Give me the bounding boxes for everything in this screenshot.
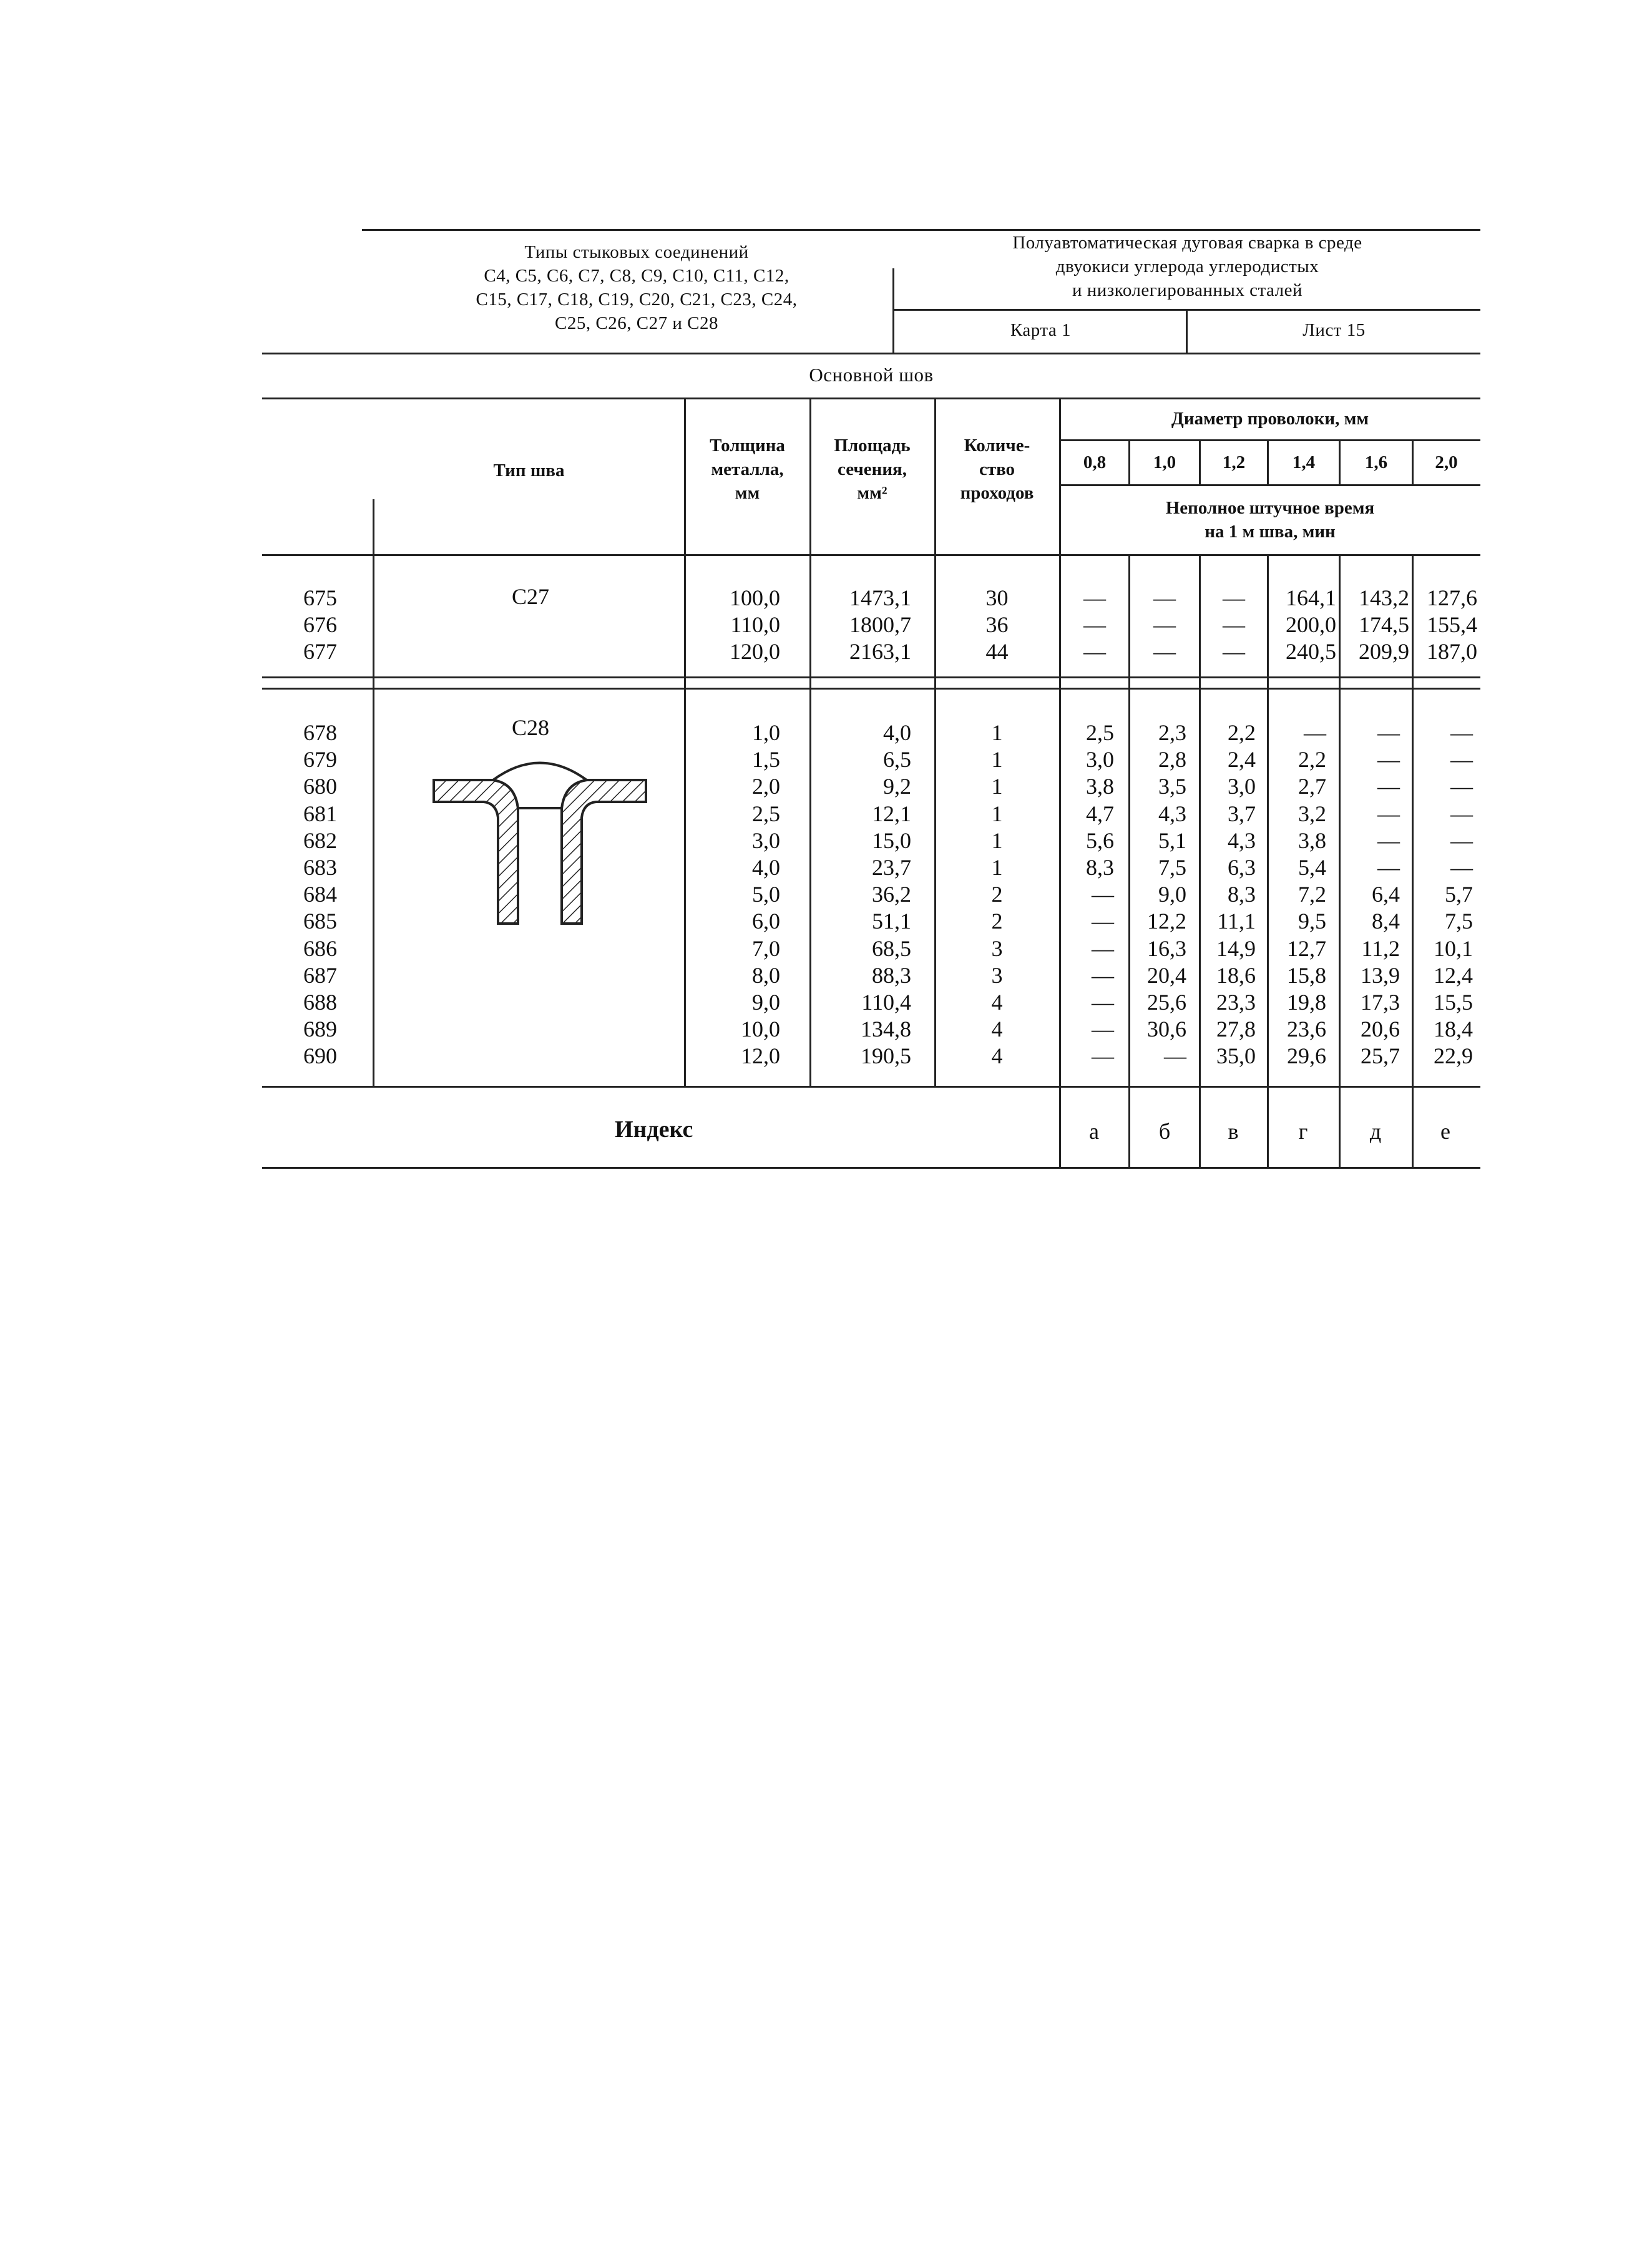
val-e-col-g2: — — — — — — 5,7 7,5 10,1 12,4 15,5 18,4 22,9 [1434,720,1473,1069]
passes-col-g1: 30 36 44 [985,585,1009,665]
process-title: Полуавтоматическая дуговая сварка в среде двуокиси углерода углеродистых и низколегированных сталей [1012,233,1362,300]
index-b: б [1158,1119,1171,1144]
diameter-2-0: 2,0 [1435,452,1458,472]
table-row-num: 675 [303,585,337,610]
diameter-1-6: 1,6 [1364,452,1388,472]
diameter-0-8: 0,8 [1083,452,1107,472]
val-g-col-g1: 164,1 200,0 240,5 [1286,585,1336,665]
diam-rule-1 [1059,439,1480,441]
section-title: Основной шов [809,364,934,386]
header-card-divider [1186,309,1188,353]
index-g: г [1298,1119,1308,1144]
wire-diameter-header: Диаметр проволоки, мм [1171,409,1369,429]
diameter-1-4: 1,4 [1292,452,1316,472]
table-top-rule [262,398,1480,399]
joint-types-title: Типы стыковых соединений С4, С5, С6, С7, С8, С9, С10, С11, С12, С15, С17, С18, С19, С20, С21, С23, С24, С25, С26, С27 и С28 [476,242,798,333]
diameter-1-0: 1,0 [1153,452,1176,472]
index-v: в [1228,1119,1239,1144]
index-d: д [1369,1119,1382,1144]
val-e-col-g1: 127,6 155,4 187,0 [1427,585,1477,665]
table-bottom-rule [262,1167,1480,1169]
header-bottom-rule [262,353,1480,354]
thickness-col-g1: 100,0 110,0 120,0 [730,585,780,665]
table-row-num: 676 [303,612,337,638]
index-a: а [1089,1119,1099,1144]
index-e: е [1440,1119,1450,1144]
weld-type-c28: С28 [512,715,550,740]
col-line-2 [684,398,686,1086]
rownum-col-g1 [275,585,337,666]
passes-col-g2: 1 1 1 1 1 1 2 2 3 3 4 4 4 [991,720,1003,1069]
group-separator-top [262,676,1480,678]
index-label: Индекс [615,1116,693,1143]
val-b-col-g2: 2,3 2,8 3,5 4,3 5,1 7,5 9,0 12,2 16,3 20,4 25,6 30,6 — [1147,720,1186,1069]
thickness-header: Толщина металла, мм [710,436,785,503]
rownum-col-g2: 678 679 680 681 682 683 684 685 686 687 688 689 690 [303,720,337,1069]
val-b-col-g1: — — — [1153,585,1176,665]
val-d-col-g1: 143,2 174,5 209,9 [1359,585,1409,665]
weld-type-c27: С27 [512,584,550,609]
passes-header: Количе- ство проходов [960,436,1034,503]
val-a-col-g1: — — — [1083,585,1106,665]
weld-type-header: Тип шва [493,461,565,481]
val-g-col-g2: — 2,2 2,7 3,2 3,8 5,4 7,2 9,5 12,7 15,8 19,8 23,6 29,6 [1287,720,1326,1069]
time-header: Неполное штучное время на 1 м шва, мин [1165,498,1375,542]
card-number: Карта 1 [1010,320,1072,340]
col-line-1 [373,499,374,1086]
val-d-col-g2: — — — — — — 6,4 8,4 11,2 13,9 17,3 20,6 25,7 [1361,720,1400,1069]
diam-rule-2 [1059,484,1480,486]
group-separator-bottom [262,688,1480,690]
area-header: Площадь сечения, мм² [834,436,911,503]
val-v-col-g1: — — — [1223,585,1245,665]
val-a-col-g2: 2,5 3,0 3,8 4,7 5,6 8,3 — — — — — — — [1086,720,1114,1069]
sheet-number: Лист 15 [1303,320,1366,340]
index-top-rule [262,1086,1480,1088]
area-col-g1: 1473,1 1800,7 2163,1 [849,585,911,665]
thickness-col-g2: 1,0 1,5 2,0 2,5 3,0 4,0 5,0 6,0 7,0 8,0 9,0 10,0 12,0 [741,720,780,1069]
area-col-g2: 4,0 6,5 9,2 12,1 15,0 23,7 36,2 51,1 68,5 88,3 110,4 134,8 190,5 [861,720,911,1069]
diameter-1-2: 1,2 [1222,452,1246,472]
val-v-col-g2: 2,2 2,4 3,0 3,7 4,3 6,3 8,3 11,1 14,9 18,6 23,3 27,8 35,0 [1216,720,1256,1069]
weld-joint-diagram [431,758,649,939]
table-head-rule [262,554,1480,556]
table-row-num: 677 [303,639,337,665]
